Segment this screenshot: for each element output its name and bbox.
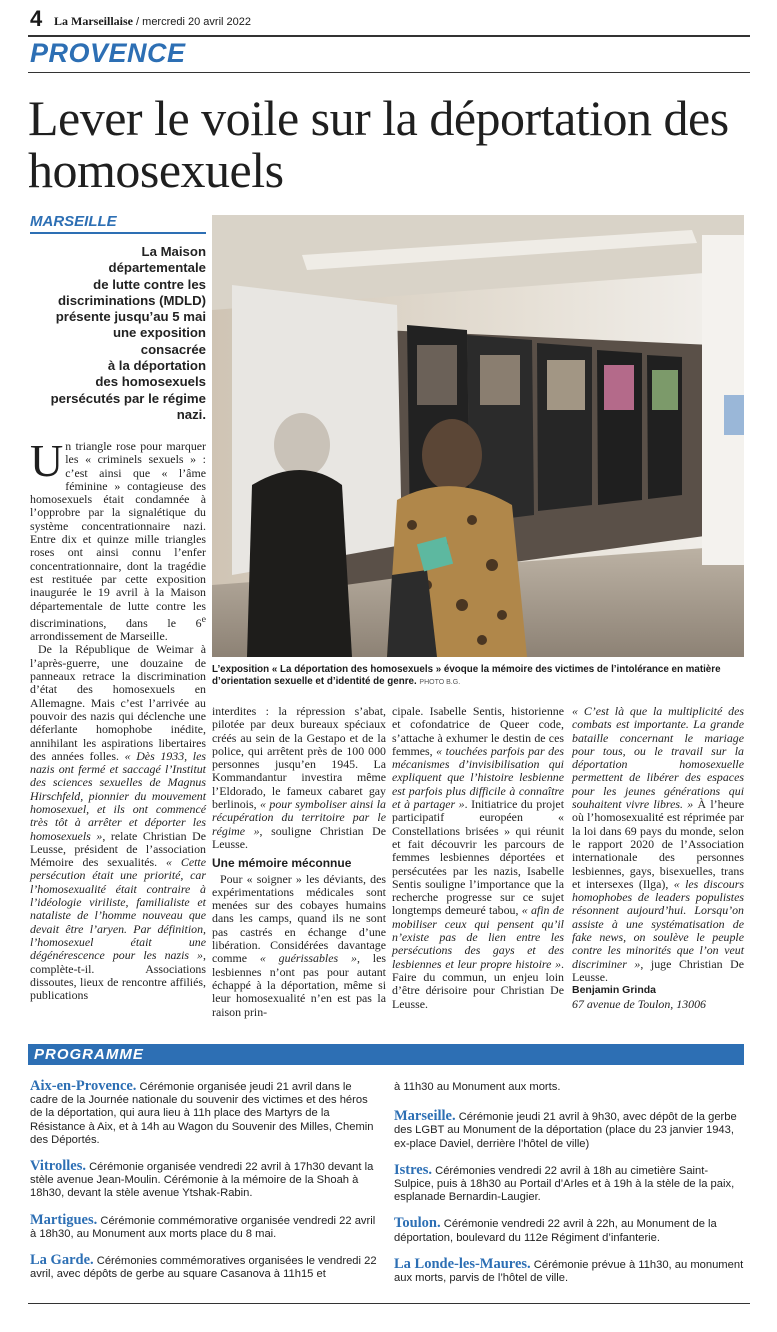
programme-item: Martigues. Cérémonie commémorative organisée vendredi 22 avril à 18h30, au Monument aux morts place du 8 mai. xyxy=(30,1211,376,1240)
programme-title: PROGRAMME xyxy=(34,1046,144,1063)
kicker-rule xyxy=(30,232,206,234)
programme-item: à 11h30 au Monument aux morts. xyxy=(394,1081,561,1093)
article-column-4: « C’est là que la multiplicité des combats est importante. La grande bataille concernant le mariage pour tous, ou le travail sur la déportation homosexuelle permettent de libérer des espaces pour les jeunes générations qui souhaitent vivre libres. » À l’heure où l’homosexualité est réprimée par la loi dans 69 pays du monde, selon le rapport 2020 de l’Association internationale des personnes lesbiennes, gays, bisexuelles, trans et intersexes (Ilga), « les discours homophobes de leaders populistes résonnent aujourd’hui. Lorsqu’on assiste à une systématisation de fake news, on soulève le peuple contre les minorités que l’on veut discriminer », juge Christian De Leusse. Benjamin Grinda 67 avenue de Toulon, 13006 xyxy=(572,704,744,1011)
programme-item: Marseille. Cérémonie jeudi 21 avril à 9h30, avec dépôt de la gerbe des LGBT au Monument de la déportation (place du 23 janvier 1943, ex-place Daviel, derrière l’hôtel de ville) xyxy=(394,1108,737,1150)
photo-credit: PHOTO B.G. xyxy=(419,679,461,686)
photo-caption xyxy=(212,664,744,689)
page-number: 4 xyxy=(30,6,43,31)
section-title: PROVENCE xyxy=(30,38,186,68)
city-kicker: MARSEILLE xyxy=(30,213,117,230)
article-column-2: interdites : la répression s’abat, pilotée par deux bureaux spéciaux créés au sein de la Gestapo et de la police, qui arrêtent près de 100 000 personnes jusqu’en 1945. La Kommandantur investira même l’Eldorado, le fameux cabaret gay berlinois, « pour symboliser ainsi la récupération du territoire par le régime », souligne Christian De Leusse. Une mémoire méconnue Pour « soigner » les déviants, des expérimentations médicales sont menées sur des cobayes humains dans les camps, quand ils ne sont pas castrés en échange d’une libération. Considérées davantage comme « guérissables », les lesbiennes n’ont pas pour autant échappé à la déportation, même si leur homosexualité n’en est pas la raison prin- xyxy=(212,704,386,1019)
caption-text: L’exposition « La déportation des homosexuels » évoque la mémoire des victimes de l’intolérance en matière d’orientation sexuelle et d’identité de genre. xyxy=(212,664,721,687)
programme-item: Istres. Cérémonies vendredi 22 avril à 18h au cimetière Saint-Sulpice, puis à 18h30 au Portail d’Arles et à 19h à la stèle de la paix, esplanade Bernardin-Laugier. xyxy=(394,1161,735,1204)
standfirst: La Maison départementale de lutte contre les discriminations (MDLD) présente jusqu’au 5 mai une exposition consacrée à la déportation des homosexuels persécutés par le régime nazi. xyxy=(50,244,206,422)
article-column-1: Un triangle rose pour marquer les « criminels sexuels » : c’est ainsi que « l’âme féminine » contagieuse des homosexuels était condamnée à l’opprobre par la signalétique du système concentrationnaire nazi. Entre dix et quinze mille triangles roses ont ainsi connu l’enfer concentrationnaire, dont la tragédie est restituée par cette exposition inaugurée le 19 avril à la Maison départementale de lutte contre les discriminations, dans le 6e arrondissement de Marseille. De la République de Weimar à l’après-guerre, une douzaine de panneaux retrace la discrimination d’état des homosexuels en Allemagne. Mais c’est l’arrivée au pouvoir des nazis qui déclenche une déferlante homophobe inédite, annihilant les aspirations libertaires des années folles. « Dès 1933, les nazis ont fermé et saccagé l’Institut des sciences sexuelles de Magnus Hirschfeld, pionnier du mouvement homosexuel, et ils ont commencé très tôt à arrêter et déporter les homosexuels », relate Christian De Leusse, président de l’association Mémoire des sexualités. « Cette persécution était une priorité, car l’homosexualité était contraire à l’idéologie viriliste, familialiste et nataliste de l’homme nouveau que devait être l’aryen. Par définition, l’homosexuel était une dégénérescence pour les nazis », complète-t-il. Associations dissoutes, lieux de rencontre affiliés, publications xyxy=(30,435,206,1003)
author-name: Benjamin Grinda xyxy=(572,984,657,997)
issue-date: mercredi 20 avril 2022 xyxy=(142,16,251,28)
programme-item: Toulon. Cérémonie vendredi 22 avril à 22h, au Monument de la déportation, boulevard du 112e Régiment d’infanterie. xyxy=(394,1215,717,1244)
headline: Lever le voile sur la déportation des homosexuels xyxy=(28,90,729,198)
drop-cap: U xyxy=(30,435,64,486)
author-note: 67 avenue de Toulon, 13006 xyxy=(572,996,706,1011)
programme-item: La Garde. Cérémonies commémoratives organisées le vendredi 22 avril, avec dépôts de gerbe au square Casanova à 11h15 et xyxy=(30,1252,377,1281)
section-rule xyxy=(28,72,750,73)
programme-item: Vitrolles. Cérémonie organisée vendredi 22 avril à 17h30 devant la stèle avenue Jean-Moulin. Cérémonie à la mémoire de la Shoah à 18h30, devant la stèle avenue Ytshak-Rabin. xyxy=(30,1158,374,1200)
programme-left-column xyxy=(30,1080,382,1281)
programme-item: Aix-en-Provence. Cérémonie organisée jeudi 21 avril dans le cadre de la Journée nationale du souvenir des victimes et des héros de la déportation, qui aura lieu à 11h place des Martyrs de la Résistance à Aix, et à 14h au Wagon du Souvenir des Milles, Chemin des Déportés. xyxy=(30,1078,374,1146)
programme-item: La Londe-les-Maures. Cérémonie prévue à 11h30, au monument aux morts, parvis de l’hôtel de ville. xyxy=(394,1255,744,1285)
exhibition-photo xyxy=(212,215,744,657)
header-rule xyxy=(28,35,750,37)
subhead: Une mémoire méconnue xyxy=(212,856,352,871)
programme-right-column xyxy=(394,1080,744,1285)
footer-rule xyxy=(28,1303,750,1304)
masthead: La Marseillaise / mercredi 20 avril 2022 xyxy=(54,14,251,28)
paper-name: La Marseillaise xyxy=(54,14,133,28)
article-column-3: cipale. Isabelle Sentis, historienne et cofondatrice de Queer code, s’attache à exhumer le destin de ces femmes, « touchées parfois par des mécanismes d’invisibilisation qui expliquent que l’histoire lesbienne est parfois plus difficile à connaître et à partager ». Initiatrice du projet participatif européen « Constellations brisées » qui réunit et fait découvrir les parcours de femmes lesbiennes déportées et persécutées par les nazis, Isabelle Sentis souligne l’importance que la recherche progresse sur ce sujet longtemps demeuré tabou, « afin de mobiliser ceux qui pensent qu’il n’existe pas de lien entre les persécutions des gays et des lesbiennes et leur propre histoire ». Faire du commun, un enjeu loin d’être dérisoire pour Christian De Leusse. xyxy=(392,704,564,1011)
